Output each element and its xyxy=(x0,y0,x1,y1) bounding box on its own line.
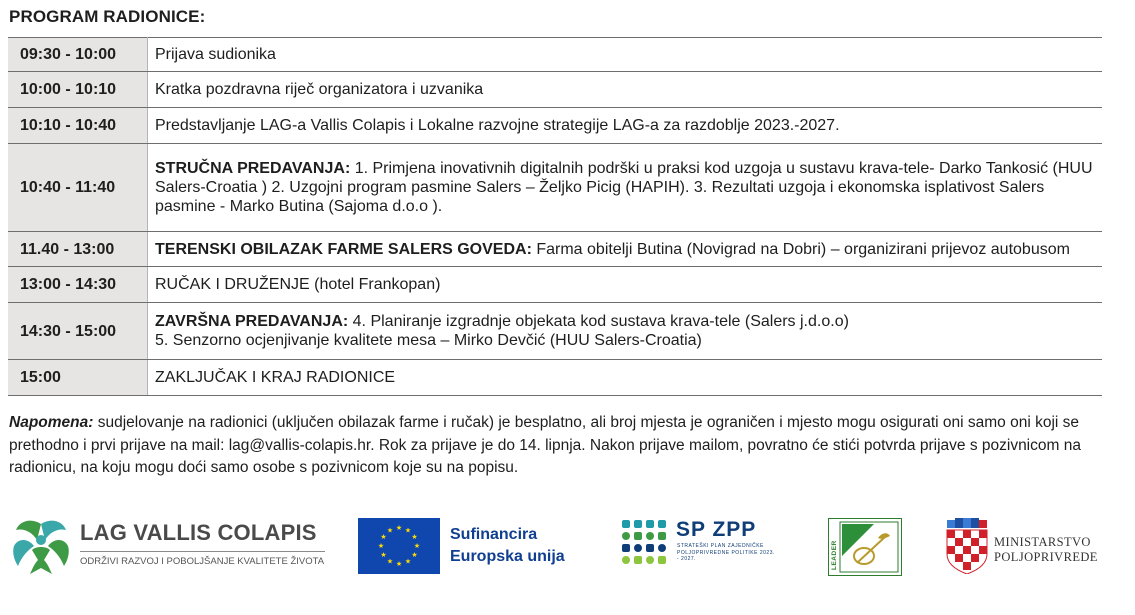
time-cell: 13:00 - 14:30 xyxy=(8,267,148,303)
leader-label: LEADER xyxy=(831,540,838,570)
sp-zpp-logo xyxy=(620,518,780,570)
section-label: ZAVRŠNA PREDAVANJA: xyxy=(155,313,349,330)
time-cell: 10:00 - 10:10 xyxy=(8,72,148,108)
eu-flag-icon xyxy=(358,518,440,574)
table-row xyxy=(8,232,1102,267)
eu-cofinanced-text xyxy=(450,524,565,568)
svg-text:★: ★ xyxy=(395,524,403,532)
description-cell xyxy=(148,303,1103,360)
svg-text:★: ★ xyxy=(404,526,412,535)
description-cell xyxy=(148,360,1103,396)
description-text: Farma obitelji Butina (Novigrad na Dobri) – organizirani prijevoz autobusom xyxy=(531,240,1070,258)
svg-text:★: ★ xyxy=(395,560,403,568)
table-row xyxy=(8,360,1102,396)
ministry-line2: POLJOPRIVREDE xyxy=(994,550,1098,564)
note-label: Napomena: xyxy=(9,414,94,431)
svg-text:★: ★ xyxy=(380,533,387,541)
lag-subtitle: ODRŽIVI RAZVOJ I POBOLJŠANJE KVALITETE ŽIVOTA xyxy=(80,556,325,567)
description-cell xyxy=(148,232,1103,267)
svg-text:★: ★ xyxy=(404,557,412,566)
schedule-table xyxy=(8,37,1102,396)
description-text: Kratka pozdravna riječ organizatora i uzvanika xyxy=(155,81,484,98)
table-row xyxy=(8,72,1102,108)
svg-text:★: ★ xyxy=(411,533,418,541)
ministry-name xyxy=(994,535,1098,565)
time-cell: 10:10 - 10:40 xyxy=(8,108,148,144)
ministry-logo xyxy=(946,518,1106,574)
lag-emblem-icon xyxy=(10,516,72,576)
leader-logo xyxy=(828,518,902,576)
table-row xyxy=(8,108,1102,144)
description-text: Predstavljanje LAG-a Vallis Colapis i Lokalne razvojne strategije LAG-a za razdoblje 2023.-2027. xyxy=(155,117,840,134)
note-text: sudjelovanje na radionici (uključen obilazak farme i ručak) je besplatno, ali broj mjesta je ograničen i mjesto mogu osigurati oni samo oni koji se prethodno i prvi prijave na mail: lag@vallis-colapis.hr. Rok za prijave je do 14. lipnja. Nakon prijave mailom, povratno će stići potvrda prijave s pozivnicom na radionicu, na koju mogu doći samo osobe s pozivnicom koje su na popisu. xyxy=(9,414,1081,476)
table-row xyxy=(8,267,1102,303)
description-cell xyxy=(148,267,1103,303)
registration-note xyxy=(9,412,1109,480)
svg-text:★: ★ xyxy=(386,557,394,566)
eu-line2: Europska unija xyxy=(450,548,565,565)
description-cell xyxy=(148,108,1103,144)
svg-text:★: ★ xyxy=(413,542,421,550)
sp-zpp-emblem-icon xyxy=(620,518,668,566)
description-text: 1. Primjena inovativnih digitalnih podrški u praksi kod uzgoja u sustavu krava-tele- Darko Tankosić (HUU Salers-Croatia ) 2. Uzgojni program pasmine Salers – Željko Picig (HAPIH). 3. Rezultati uzgoja i ekonomska isplativost Salers pasmine - Marko Butina (Sajoma d.o.o ). xyxy=(155,160,1093,215)
time-cell: 09:30 - 10:00 xyxy=(8,38,148,72)
table-row xyxy=(8,38,1102,72)
svg-text:★: ★ xyxy=(380,551,387,559)
section-label: STRUČNA PREDAVANJA: xyxy=(155,160,351,177)
lag-vallis-colapis-logo xyxy=(10,516,330,578)
table-row xyxy=(8,144,1102,232)
leader-emblem-icon xyxy=(828,518,902,576)
page-title: PROGRAM RADIONICE: xyxy=(9,7,206,26)
time-cell: 10:40 - 11:40 xyxy=(8,144,148,232)
description-text: 4. Planiranje izgradnje objekata kod sustava krava-tele (Salers j.d.o.o) xyxy=(348,313,849,330)
description-text-line2: 5. Senzorno ocjenjivanje kvalitete mesa – Mirko Devčić (HUU Salers-Croatia) xyxy=(155,332,702,349)
description-text: ZAKLJUČAK I KRAJ RADIONICE xyxy=(155,369,396,386)
sp-zpp-title: SP ZPP xyxy=(676,518,757,541)
lag-divider xyxy=(80,551,325,552)
time-cell: 14:30 - 15:00 xyxy=(8,303,148,360)
description-cell xyxy=(148,38,1103,72)
ministry-line1: MINISTARSTVO xyxy=(994,535,1091,549)
section-label: TERENSKI OBILAZAK FARME SALERS GOVEDA: xyxy=(155,240,532,258)
sp-zpp-subtitle: STRATEŠKI PLAN ZAJEDNIČKE POLJOPRIVREDNE POLITIKE 2023. - 2027. xyxy=(677,543,775,562)
time-cell: 15:00 xyxy=(8,360,148,396)
time-cell: 11.40 - 13:00 xyxy=(8,232,148,267)
croatian-coat-of-arms-icon xyxy=(946,518,988,574)
description-cell xyxy=(148,72,1103,108)
svg-text:★: ★ xyxy=(377,542,385,550)
eu-line1: Sufinancira xyxy=(450,526,538,543)
description-text: Prijava sudionika xyxy=(155,46,276,63)
svg-text:★: ★ xyxy=(411,551,418,559)
eu-cofinanced-logo xyxy=(358,518,588,574)
description-cell xyxy=(148,144,1103,232)
table-row xyxy=(8,303,1102,360)
lag-name: LAG VALLIS COLAPIS xyxy=(80,520,317,545)
svg-text:★: ★ xyxy=(386,526,394,535)
description-text: RUČAK I DRUŽENJE (hotel Frankopan) xyxy=(155,276,441,293)
